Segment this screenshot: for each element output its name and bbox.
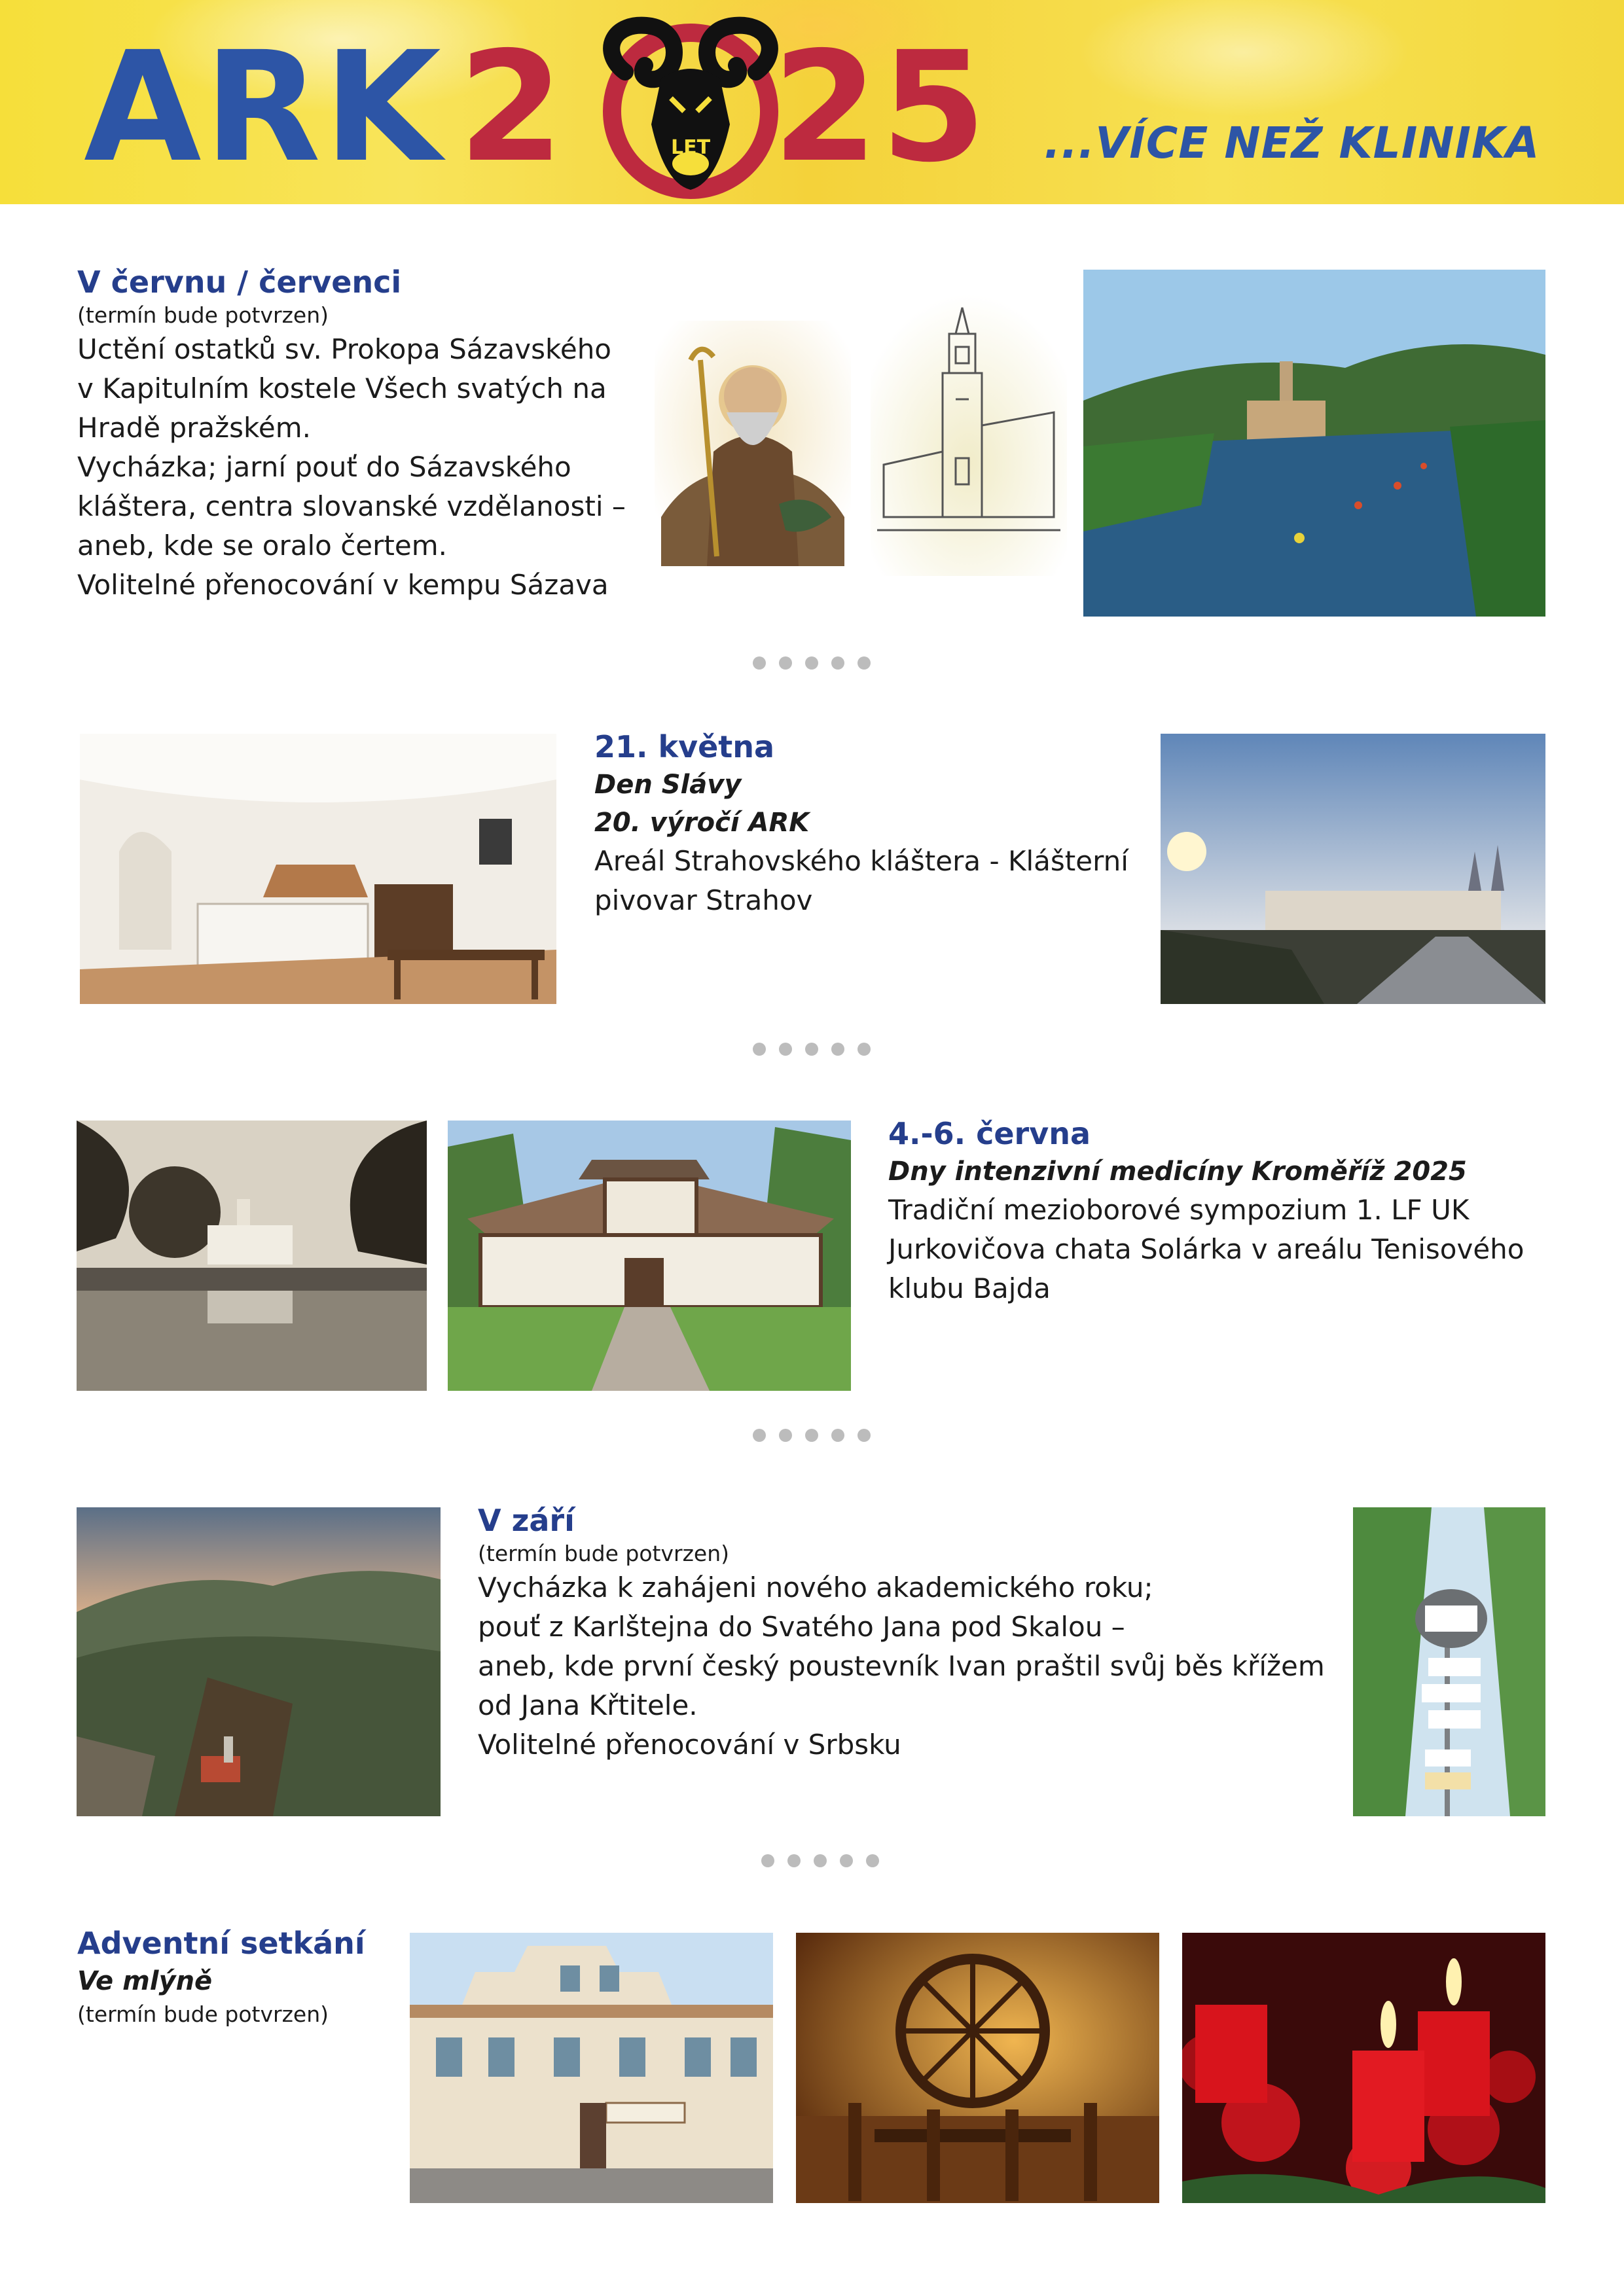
separator-dot [761, 1854, 774, 1867]
event-3-text [888, 1115, 1549, 1308]
ram-head-icon [586, 13, 802, 203]
event-5-title: Adventní setkání [77, 1926, 365, 1961]
event-1-line: v Kapitulním kostele Všech svatých na [77, 372, 607, 404]
event-3-line: klubu Bajda [888, 1272, 1051, 1304]
separator-dot [779, 1429, 792, 1442]
separator-dot [805, 1429, 818, 1442]
separator-dot [857, 1043, 871, 1056]
event-1-line: aneb, kde se oralo čertem. [77, 529, 447, 562]
strahov-brewery-interior-photo [80, 734, 556, 1004]
separator-dot [831, 1429, 844, 1442]
event-4-text [478, 1501, 1348, 1765]
event-4-date: V září [478, 1503, 575, 1538]
event-1-text [77, 263, 653, 605]
logo-badge-text: LET [670, 136, 711, 159]
event-4-description [478, 1568, 1348, 1765]
event-1-note: (termín bude potvrzen) [77, 302, 329, 328]
separator-dot [753, 1043, 766, 1056]
page-header [0, 0, 1624, 204]
separator-dots [761, 1854, 879, 1867]
event-1-date: V červnu / červenci [77, 264, 402, 300]
mill-restaurant-exterior-photo [410, 1933, 773, 2203]
separator-dot [831, 1043, 844, 1056]
separator-dot [779, 1043, 792, 1056]
event-1-line: Vycházka; jarní pouť do Sázavského [77, 451, 571, 483]
separator-dots [753, 656, 871, 670]
event-1-line: Uctění ostatků sv. Prokopa Sázavského [77, 333, 612, 365]
separator-dot [840, 1854, 853, 1867]
event-4-line: Volitelné přenocování v Srbsku [478, 1729, 901, 1761]
separator-dot [805, 1043, 818, 1056]
separator-dot [814, 1854, 827, 1867]
event-2-anniversary: 20. výročí ARK [594, 808, 810, 838]
separator-dot [779, 656, 792, 670]
event-3-line: Tradiční mezioborové sympozium 1. LF UK [888, 1194, 1470, 1226]
separator-dot [753, 1429, 766, 1442]
event-4-note: (termín bude potvrzen) [478, 1541, 730, 1566]
event-4-line: aneb, kde první český poustevník Ivan praštil svůj běs křížem [478, 1650, 1325, 1682]
strahov-monastery-photo [1161, 734, 1545, 1004]
event-2-description [594, 842, 1144, 920]
separator-dot [866, 1854, 879, 1867]
logo-ark-text: ARK [84, 19, 444, 196]
event-2-text [594, 728, 1144, 920]
mill-restaurant-interior-photo [796, 1933, 1159, 2203]
logo-year-25: 25 [772, 19, 989, 196]
monastery-sketch-image [871, 295, 1067, 576]
separator-dot [831, 656, 844, 670]
sazava-river-photo [1083, 270, 1545, 617]
separator-dot [805, 656, 818, 670]
advent-candles-photo [1182, 1933, 1545, 2203]
event-3-line: Jurkovičova chata Solárka v areálu Tenisového [888, 1233, 1525, 1265]
svaty-jan-valley-photo [77, 1507, 441, 1816]
separator-dots [753, 1043, 871, 1056]
separator-dots [753, 1429, 871, 1442]
event-3-subtitle: Dny intenzivní medicíny Kroměříž 2025 [888, 1157, 1467, 1187]
event-4-line: Vycházka k zahájeni nového akademického roku; [478, 1571, 1153, 1604]
separator-dot [753, 656, 766, 670]
event-5-subtitle: Ve mlýně [77, 1966, 213, 1996]
kromeriz-chateau-sepia-photo [77, 1121, 427, 1391]
header-tagline: ...VÍCE NEŽ KLINIKA [1044, 118, 1540, 168]
separator-dot [857, 656, 871, 670]
event-1-description [77, 330, 653, 605]
solarka-chalet-photo [448, 1121, 851, 1391]
event-1-line: kláštera, centra slovanské vzdělanosti – [77, 490, 626, 522]
event-2-subtitle: Den Slávy [594, 770, 742, 800]
event-2-line: Areál Strahovského kláštera - Klášterní [594, 845, 1128, 877]
separator-dot [857, 1429, 871, 1442]
separator-dot [787, 1854, 801, 1867]
event-2-date: 21. května [594, 729, 775, 764]
logo-year-2: 2 [458, 19, 567, 196]
event-4-line: pouť z Karlštejna do Svatého Jana pod Skalou – [478, 1611, 1125, 1643]
event-2-line: pivovar Strahov [594, 884, 813, 916]
saint-prokop-image [655, 321, 851, 566]
event-5-note: (termín bude potvrzen) [77, 2001, 329, 2027]
trail-signpost-photo [1353, 1507, 1545, 1816]
event-3-description [888, 1191, 1549, 1308]
event-5-text [77, 1924, 405, 2029]
event-3-date: 4.-6. června [888, 1116, 1091, 1151]
event-4-line: od Jana Křtitele. [478, 1689, 698, 1721]
event-1-line: Hradě pražském. [77, 412, 311, 444]
event-1-line: Volitelné přenocování v kempu Sázava [77, 569, 609, 601]
